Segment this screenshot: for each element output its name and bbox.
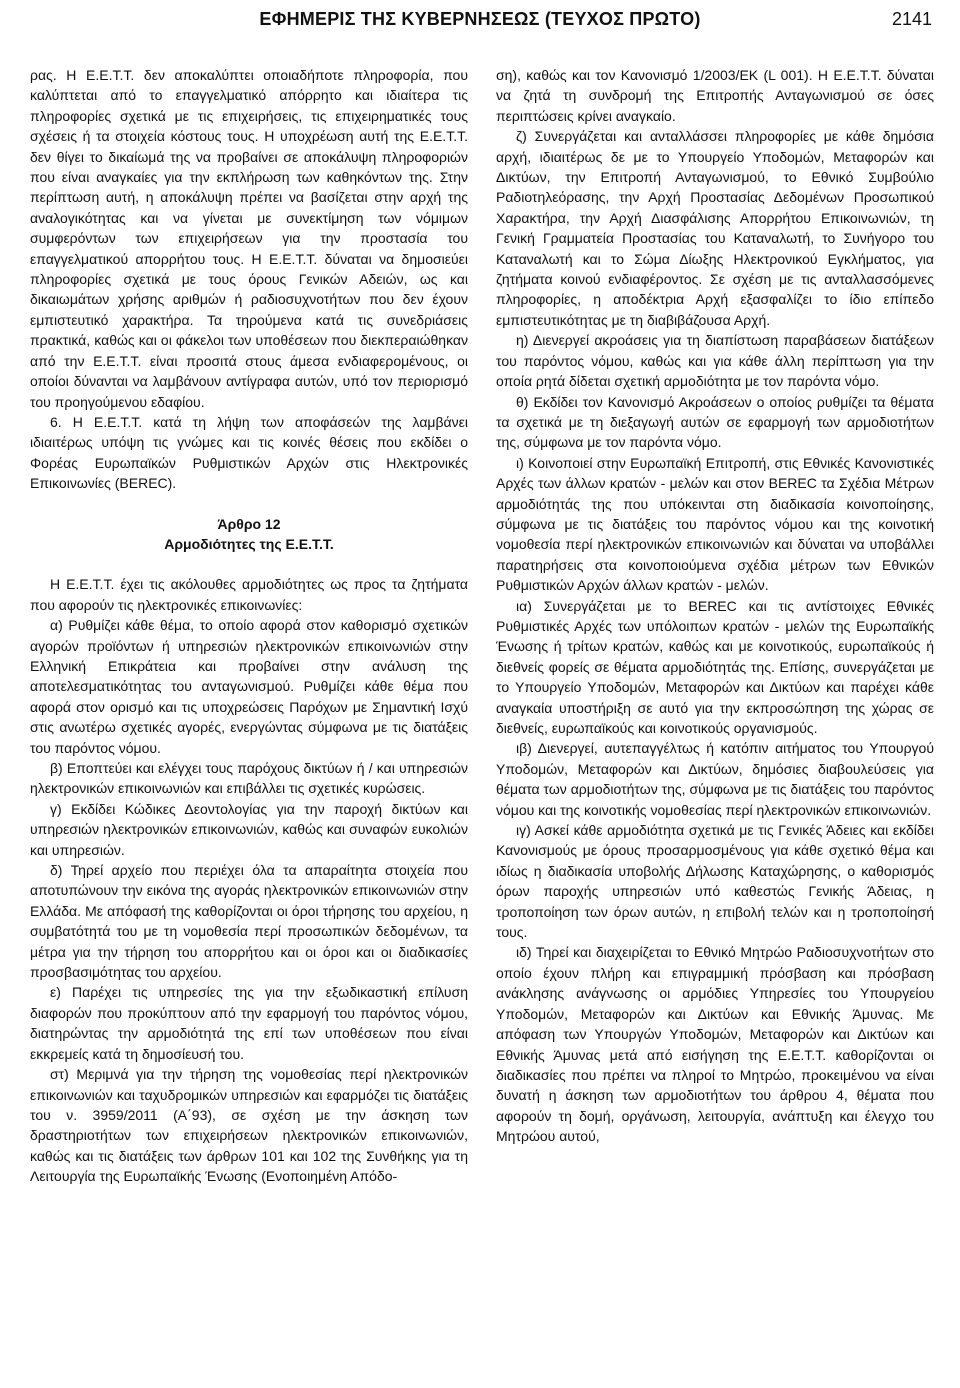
article-number: Άρθρο 12 (217, 515, 281, 532)
paragraph: β) Εποπτεύει και ελέγχει τους παρόχους δικτύων ή / και υπηρεσιών ηλεκτρονικών επικοινωνιών και επιβάλλει τις σχετικές κυρώσεις. (30, 760, 468, 797)
right-column (496, 65, 934, 1147)
left-column (30, 65, 468, 1187)
paragraph: δ) Τηρεί αρχείο που περιέχει όλα τα απαραίτητα στοιχεία που αποτυπώνουν την εικόνα της αγοράς ηλεκτρονικών επικοινωνιών στην Ελλάδα. Με απόφασή της καθορίζονται οι όροι τήρησης του αρχείου, η συμβατότητά του με τη νομοθεσία περί προσωπικών δεδομένων, τα μέτρα για την τήρηση του απορρήτου και οι όροι και οι διαδικασίες προσβασιμότητας του αρχείου. (30, 862, 468, 981)
paragraph: ρας. Η Ε.Ε.Τ.Τ. δεν αποκαλύπτει οποιαδήποτε πληροφορία, που καλύπτεται από το επαγγελματικό απόρρητο και ιδιαίτερα τις πληροφορίες σχετικά με τις επιχειρήσεις, τις επιχειρηματικές τους σχέσεις ή τα στοιχεία κόστους τους. Η υποχρέωση αυτή της Ε.Ε.Τ.Τ. δεν θίγει το δικαίωμά της να προβαίνει σε αποκάλυψη πληροφοριών που είναι αναγκαίες για την εκπλήρωση των καθηκόντων της. Στην περίπτωση αυτή, η αποκάλυψη πρέπει να βασίζεται στην αρχή της αναλογικότητας και να γίνεται με συνεκτίμηση των νόμιμων συμφερόντων των επιχειρήσεων για την προστασία του επαγγελματικού απορρήτου τους. Η Ε.Ε.Τ.Τ. δύναται να δημοσιεύει πληροφορίες σχετικά με τους όρους Γενικών Αδειών, ως και δικαιωμάτων χρήσης αριθμών ή ραδιοσυχνοτήτων που δεν έχουν εμπιστευτικό χαρακτήρα. Τα τηρούμενα κατά τις συνεδριάσεις πρακτικά, καθώς και οι φάκελοι των υποθέσεων που διεκπεραιώθηκαν από την Ε.Ε.Τ.Τ. είναι προσιτά στους άμεσα ενδιαφερομένους, οι οποίοι δύνανται να λαμβάνουν αντίγραφα αυτών, υπό τον περιορισμό του προηγούμενου εδαφίου. (30, 67, 468, 410)
paragraph: στ) Μεριμνά για την τήρηση της νομοθεσίας περί ηλεκτρονικών επικοινωνιών και ταχυδρομικών υπηρεσιών και εφαρμόζει τις διατάξεις του ν. 3959/2011 (Α΄93), σε σχέση με την άσκηση των δραστηριοτήτων των επιχειρήσεων ηλεκτρονικών επικοινωνιών, καθώς και τις διατάξεις των άρθρων 101 και 102 της Συνθήκης για τη Λειτουργία της Ευρωπαϊκής Ένωσης (Ενοποιημένη Απόδο- (30, 1066, 468, 1185)
paragraph: ιδ) Τηρεί και διαχειρίζεται το Εθνικό Μητρώο Ραδιοσυχνοτήτων στο οποίο έχουν πλήρη και επιγραμμική πρόσβαση και πρόσβαση ανάκλησης ανάγνωσης οι αρμόδιες Υπηρεσίες του Υπουργείου Υποδομών, Μεταφορών και Δικτύων και Εθνικής Άμυνας. Με απόφαση των Υπουργών Υποδομών, Μεταφορών και Δικτύων και Εθνικής Άμυνας μετά από εισήγηση της Ε.Ε.Τ.Τ. καθορίζονται οι διαδικασίες που πρέπει να πληροί το Μητρώο, προκειμένου να είναι δυνατή η άσκηση των αρμοδιοτήτων του άρθρου 4, θέματα που αφορούν τη δομή, οργάνωση, λειτουργία, ανάπτυξη και έλεγχο του Μητρώου αυτού, (496, 944, 934, 1145)
paragraph: 6. Η Ε.Ε.Τ.Τ. κατά τη λήψη των αποφάσεών της λαμβάνει ιδιαιτέρως υπόψη τις γνώμες και τις κοινές θέσεις που εκδίδει ο Φορέας Ευρωπαϊκών Ρυθμιστικών Αρχών στις Ηλεκτρονικές Επικοινωνίες (BEREC). (30, 413, 468, 492)
paragraph: ιγ) Ασκεί κάθε αρμοδιότητα σχετικά με τις Γενικές Άδειες και εκδίδει Κανονισμούς με όρους προσαρμοσμένους για κάθε σχετικό θέμα και ιδίως η διαδικασία υποβολής Δήλωσης Καταχώρησης, ο καθορισμός όρων παροχής υπηρεσιών υπό καθεστώς Γενικής Άδειας, η τροποποίηση των όρων αυτών, η επιβολή τελών και η τροποποίησή τους. (496, 822, 934, 941)
journal-title: ΕΦΗΜΕΡΙΣ ΤΗΣ ΚΥΒΕΡΝΗΣΕΩΣ (ΤΕΥΧΟΣ ΠΡΩΤΟ) (259, 8, 701, 29)
paragraph: η) Διενεργεί ακροάσεις για τη διαπίστωση παραβάσεων διατάξεων του παρόντος νόμου, καθώς και για κάθε άλλη περίπτωση για την οποία ρητά δίδεται σχετική αρμοδιότητα με τον παρόντα νόμο. (496, 332, 934, 390)
page-number: 2141 (891, 8, 932, 29)
paragraph: ιβ) Διενεργεί, αυτεπαγγέλτως ή κατόπιν αιτήματος του Υπουργού Υποδομών, Μεταφορών και Δικτύων, δημόσιες διαβουλεύσεις για θέματα των αρμοδιοτήτων της, σύμφωνα με τις διατάξεις του παρόντος νόμου και της κοινοτικής νομοθεσίας περί ηλεκτρονικών επικοινωνιών. (496, 740, 934, 818)
page-header (28, 6, 932, 32)
paragraph: ε) Παρέχει τις υπηρεσίες της για την εξωδικαστική επίλυση διαφορών που προκύπτουν από την εφαρμογή του παρόντος νόμου, διατηρώντας την αρμοδιότητά της επί των υποθέσεων που είναι εκκρεμείς κατά τη δημοσίευσή του. (30, 984, 468, 1062)
paragraph: θ) Εκδίδει τον Κανονισμό Ακροάσεων ο οποίος ρυθμίζει τα θέματα τα σχετικά με τη διεξαγωγή αυτών σε εφαρμογή των αρμοδιοτήτων της, σύμφωνα με τον παρόντα νόμο. (496, 393, 934, 451)
paragraph: γ) Εκδίδει Κώδικες Δεοντολογίας για την παροχή δικτύων και υπηρεσιών ηλεκτρονικών επικοινωνιών, καθώς και συναφών ευκολιών και υπηρεσιών. (30, 800, 468, 858)
paragraph: ια) Συνεργάζεται με το BEREC και τις αντίστοιχες Εθνικές Ρυθμιστικές Αρχές των υπόλοιπων κρατών - μελών της Ευρωπαϊκής Ένωσης ή τρίτων κρατών, καθώς και με κοινοτικούς, ευρωπαϊκούς ή διεθνείς φορείς σε θέματα αρμοδιότητάς της. Επίσης, συνεργάζεται με το Υπουργείο Υποδομών, Μεταφορών και Δικτύων και παρέχει κάθε αναγκαία υποστήριξη σε αυτό για την εκπροσώπηση της χώρας σε διεθνείς, ευρωπαϊκούς και κοινοτικούς οργανισμούς. (496, 597, 934, 736)
paragraph: ζ) Συνεργάζεται και ανταλλάσσει πληροφορίες με κάθε δημόσια αρχή, ιδιαιτέρως δε με το Υπουργείο Υποδομών, Μεταφορών και Δικτύων, την Επιτροπή Ανταγωνισμού, το Εθνικό Συμβούλιο Ραδιοτηλεόρασης, την Αρχή Προστασίας Δεδομένων Προσωπικού Χαρακτήρα, την Αρχή Διασφάλισης Απορρήτου Επικοινωνιών, τη Γενική Γραμματεία Προστασίας του Καταναλωτή, το Συνήγορο του Καταναλωτή και το Σώμα Δίωξης Ηλεκτρονικού Εγκλήματος, για ζητήματα κοινού ενδιαφέροντος. Σε σχέση με τις ανταλλασσόμενες πληροφορίες, η αποδέκτρια Αρχή εξασφαλίζει το ίδιο επίπεδο εμπιστευτικότητας με τη διαβιβάζουσα Αρχή. (496, 128, 934, 328)
paragraph: α) Ρυθμίζει κάθε θέμα, το οποίο αφορά στον καθορισμό σχετικών αγορών προϊόντων ή υπηρεσιών ηλεκτρονικών επικοινωνιών στην Ελληνική Επικράτεια και προβαίνει στην ανάλυση της αποτελεσματικότητας του ανταγωνισμού. Ρυθμίζει κάθε θέμα που αφορά στον ορισμό και τις υποχρεώσεις Παρόχων με Σημαντική Ισχύ στις ανωτέρω σχετικές αγορές, ενεργώντας σύμφωνα με τις διατάξεις του παρόντος νόμου. (30, 617, 468, 756)
paragraph: ση), καθώς και τον Κανονισμό 1/2003/ΕΚ (L 001). Η Ε.Ε.Τ.Τ. δύναται να ζητά τη συνδρομή της Επιτροπής Ανταγωνισμού σε όσες περιπτώσεις κρίνει αναγκαίο. (496, 67, 934, 124)
article-title: Αρμοδιότητες της Ε.Ε.Τ.Τ. (164, 535, 334, 552)
paragraph: Η Ε.Ε.Τ.Τ. έχει τις ακόλουθες αρμοδιότητες ως προς τα ζητήματα που αφορούν τις ηλεκτρονικές επικοινωνίες: (30, 576, 468, 613)
paragraph: ι) Κοινοποιεί στην Ευρωπαϊκή Επιτροπή, στις Εθνικές Κανονιστικές Αρχές των άλλων κρατών - μελών και στον BEREC τα Σχέδια Μέτρων αρμοδιότητάς της που υπόκεινται στη διαδικασία κοινοποίησης, σύμφωνα με τις διατάξεις του παρόντος νόμου και της κοινοτική νομοθεσία περί ηλεκτρονικών επικοινωνιών και δύναται να υποβάλλει παρατηρήσεις στα κοινοποιούμενα σχέδια μέτρων των Εθνικών Ρυθμιστικών Αρχών άλλων κρατών - μελών. (496, 454, 934, 594)
